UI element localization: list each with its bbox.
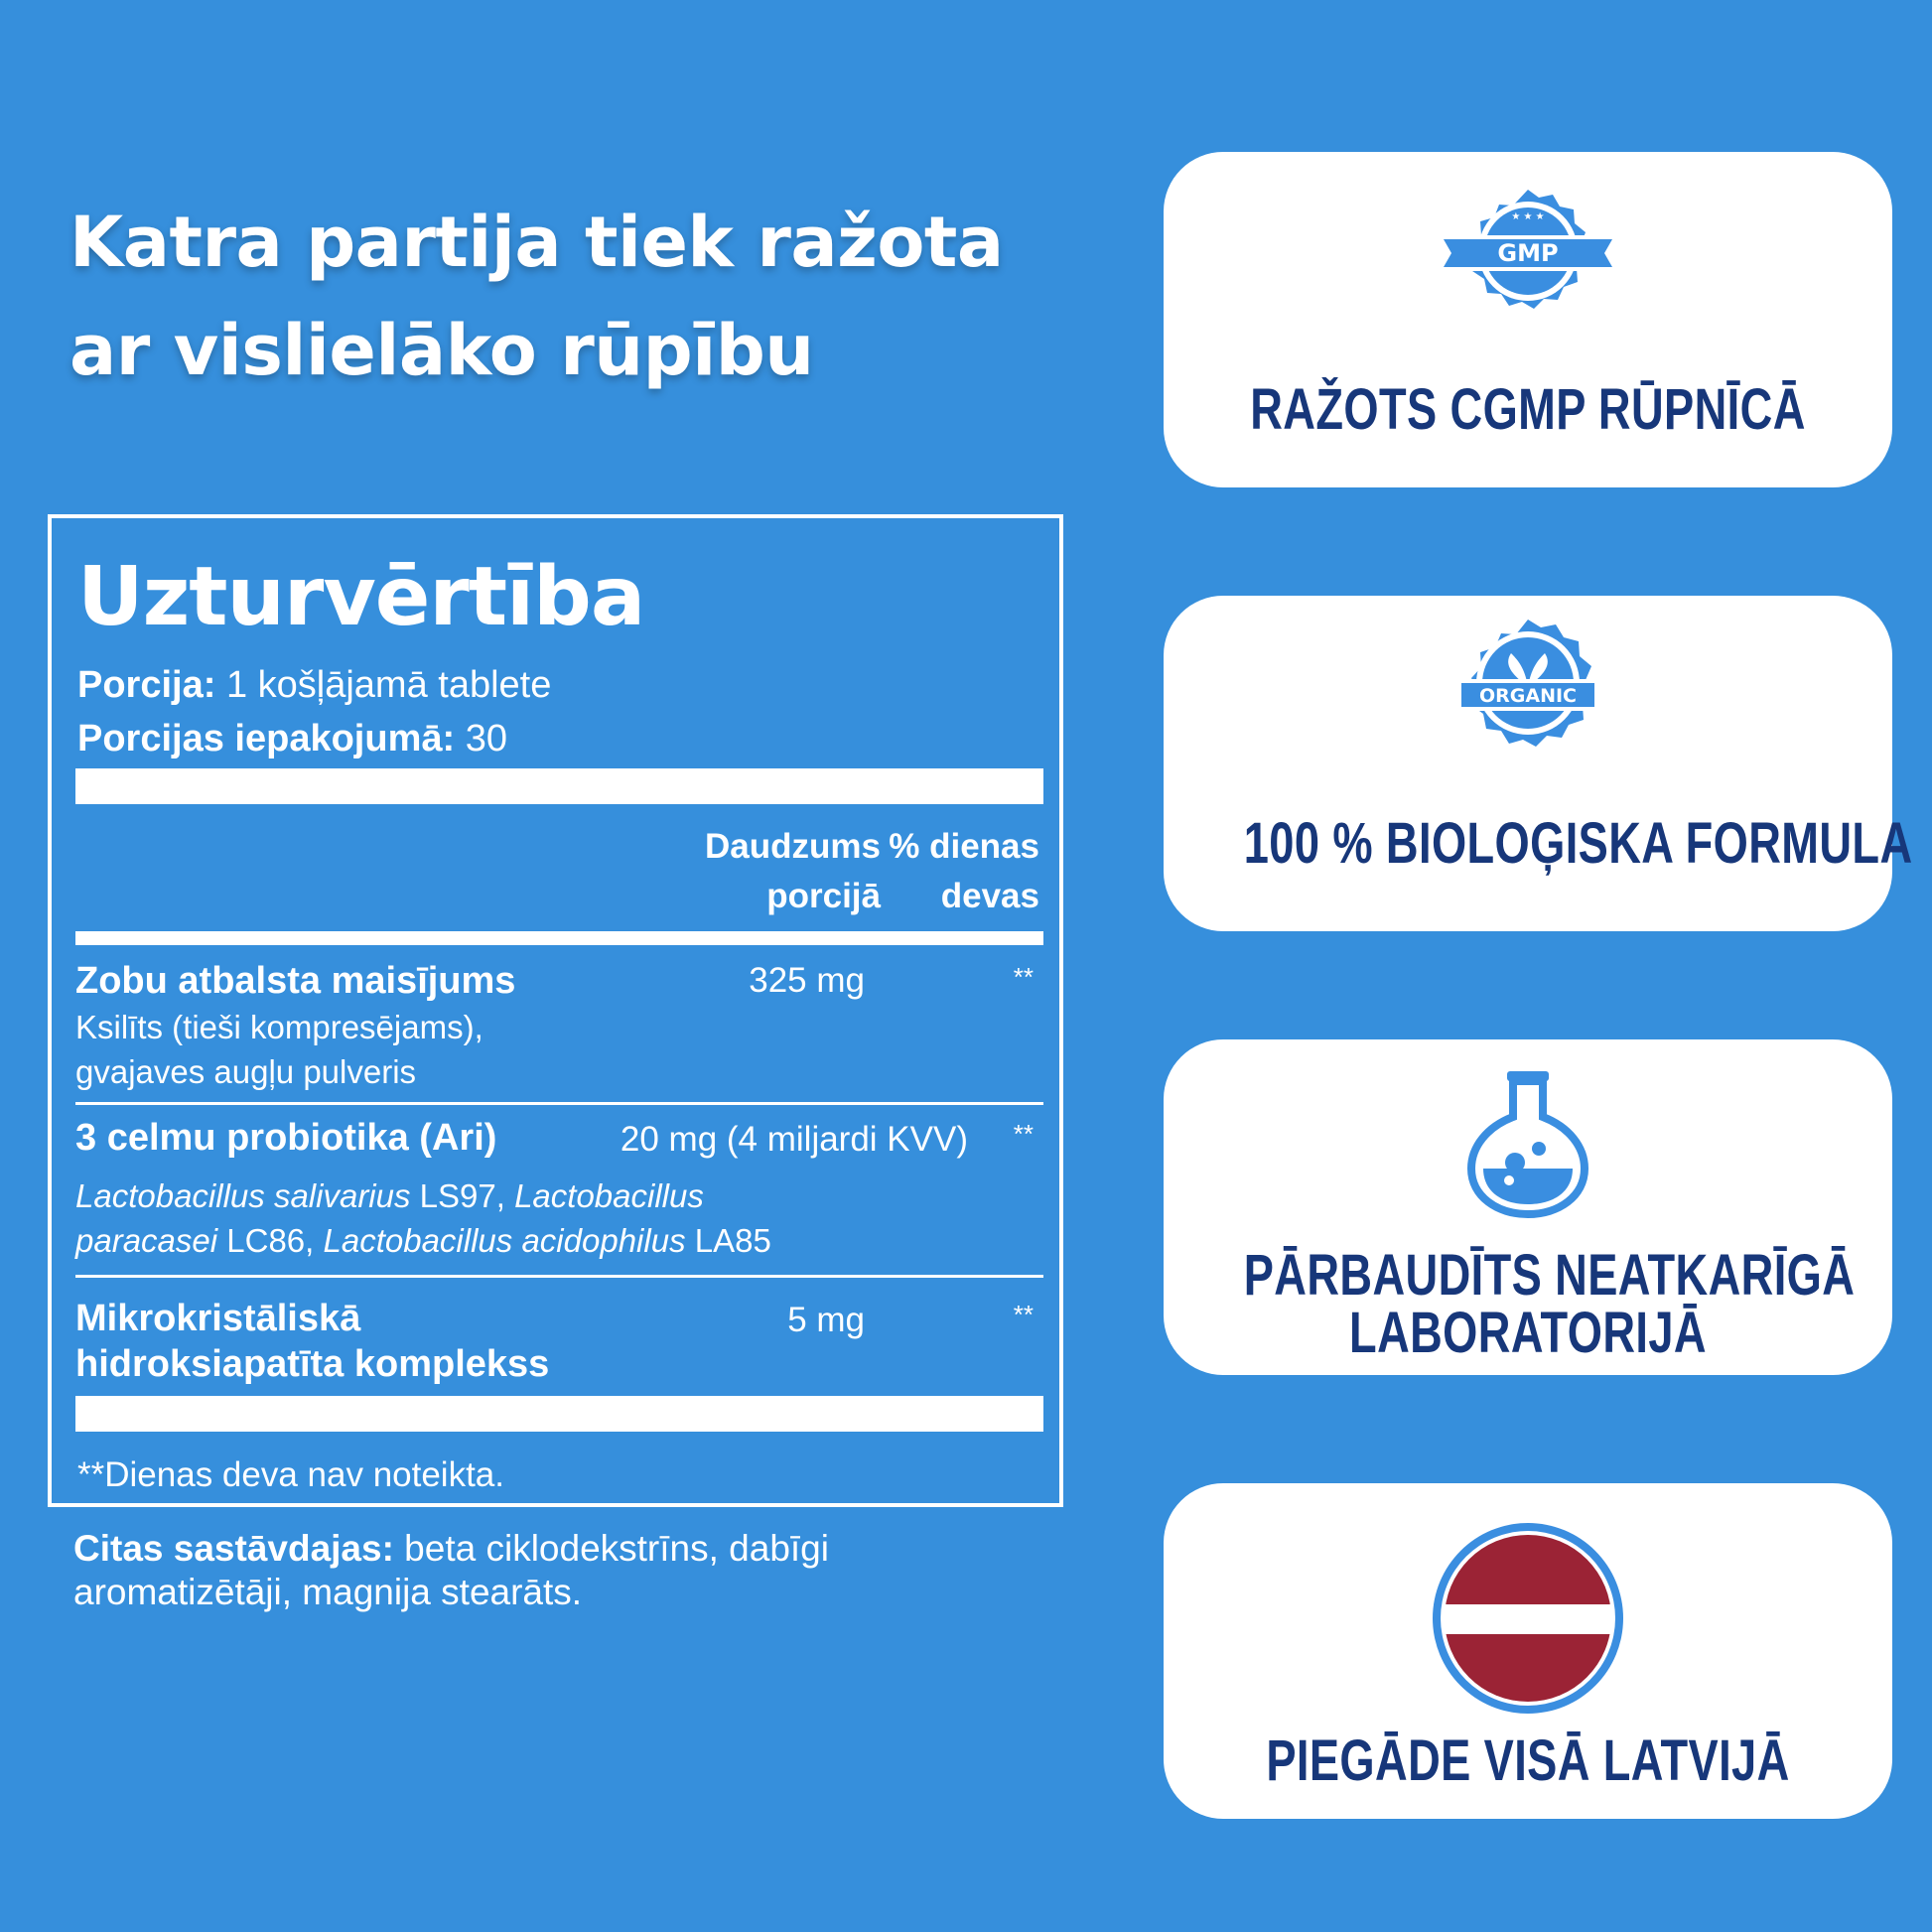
strain-name: Lactobacillus <box>514 1177 704 1214</box>
serving-label: Porcija: <box>77 664 216 706</box>
serving-value: 1 košļājamā tablete <box>215 664 552 706</box>
strain-code: LS97, <box>410 1177 515 1214</box>
other-ingredients-label: Citas sastāvdajas: <box>73 1528 394 1569</box>
thick-divider-top <box>75 768 1043 804</box>
servings-per-container <box>77 717 507 760</box>
strain-code: LA85 <box>685 1222 771 1259</box>
ingredient-amount: 325 mg <box>749 961 865 1000</box>
svg-text:★ ★ ★: ★ ★ ★ <box>1511 211 1545 222</box>
feature-card-gmp <box>1164 152 1892 487</box>
footnote: **Dienas deva nav noteikta. <box>77 1455 504 1494</box>
other-ingredients-line-2: aromatizētāji, magnija stearāts. <box>73 1572 583 1612</box>
ingredient-amount: 5 mg <box>787 1301 865 1339</box>
gmp-badge-icon <box>1444 186 1612 335</box>
ingredient-detail: Ksilīts (tieši kompresējams), <box>75 1009 483 1045</box>
strain-name: Lactobacillus acidophilus <box>323 1222 686 1259</box>
ingredient-detail <box>75 1173 704 1218</box>
column-header-dv-line-1: % dienas <box>889 827 1039 866</box>
feature-label: 100 % BIOLOĢISKA FORMULA <box>1243 811 1913 876</box>
ingredient-daily-value: ** <box>1013 1119 1034 1149</box>
headline <box>69 189 1122 405</box>
ingredient-detail: gvajaves augļu pulveris <box>75 1053 417 1090</box>
organic-badge-text: ORGANIC <box>1479 685 1577 707</box>
column-header-amount <box>705 822 881 921</box>
strain-code: LC86, <box>217 1222 324 1259</box>
strain-name: paracasei <box>75 1222 218 1259</box>
ingredient-name: Mikrokristāliskā <box>75 1298 361 1339</box>
ingredient-detail <box>75 1218 771 1263</box>
lab-flask-icon <box>1463 1069 1592 1218</box>
strain-name: Lactobacillus salivarius <box>75 1177 411 1214</box>
thick-divider-bottom <box>75 1396 1043 1432</box>
headline-line-2: ar vislielāko rūpību <box>69 310 814 391</box>
column-header-amount-line-1: Daudzums <box>705 827 881 866</box>
headline-line-1: Katra partija tiek ražota <box>69 202 1004 283</box>
ingredient-daily-value: ** <box>1013 1300 1034 1329</box>
servings-value: 30 <box>455 718 507 759</box>
column-header-daily-value <box>889 822 1039 921</box>
organic-badge-icon <box>1453 618 1602 766</box>
column-header-dv-line-2: devas <box>940 877 1039 915</box>
ingredient-name: Zobu atbalsta maisījums <box>75 960 516 1002</box>
other-ingredients <box>73 1527 1066 1614</box>
ingredient-name: 3 celmu probiotika (Ari) <box>75 1117 497 1159</box>
ingredient-name: hidroksiapatīta komplekss <box>75 1343 550 1385</box>
feature-card-delivery <box>1164 1483 1892 1819</box>
facts-title: Uzturvērtība <box>77 550 645 644</box>
feature-label-line-2: LABORATORIJĀ <box>1349 1301 1707 1365</box>
ingredient-amount: 20 mg (4 miljardi KVV) <box>620 1120 968 1159</box>
serving-size <box>77 663 551 707</box>
servings-label: Porcijas iepakojumā: <box>77 718 456 759</box>
gmp-badge-text: GMP <box>1497 239 1559 267</box>
medium-divider <box>75 931 1043 945</box>
row-divider <box>75 1275 1043 1278</box>
column-header-amount-line-2: porcijā <box>766 877 881 915</box>
feature-label: RAŽOTS CGMP RŪPNĪCĀ <box>1250 377 1806 442</box>
ingredient-daily-value: ** <box>1013 962 1034 992</box>
other-ingredients-text: beta ciklodekstrīns, dabīgi <box>393 1528 829 1569</box>
feature-card-lab <box>1164 1039 1892 1375</box>
row-divider <box>75 1102 1043 1105</box>
feature-card-organic <box>1164 596 1913 931</box>
nutrition-facts-panel <box>48 514 1063 1507</box>
latvia-flag-icon <box>1429 1519 1627 1718</box>
feature-label: PIEGĀDE VISĀ LATVIJĀ <box>1266 1728 1790 1793</box>
other-ingredients-line-1 <box>73 1527 1066 1571</box>
feature-label-line-1: PĀRBAUDĪTS NEATKARĪGĀ <box>1243 1243 1856 1308</box>
